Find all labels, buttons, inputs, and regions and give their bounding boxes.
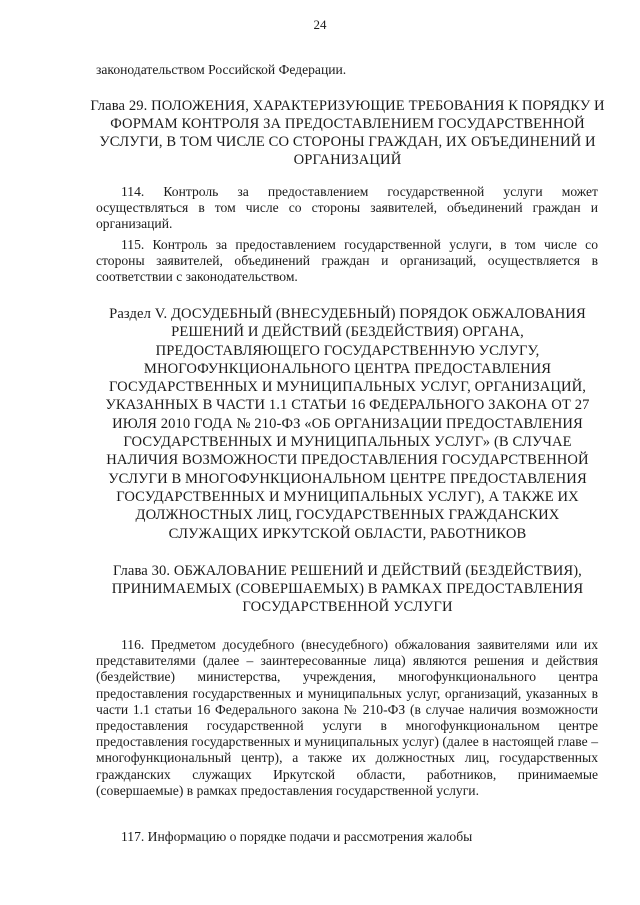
paragraph-117: 117. Информацию о порядке подачи и рассмотрения жалобы bbox=[121, 829, 473, 844]
paragraph-116: 116. Предметом досудебного (внесудебного) обжалования заявителями или их представителями (далее – заинтересованные лица) являются решения и действия (бездействие) министерства, учреждения, многофункционального центра предоставления государственных и муниципальных услуг, организаций, указанных в части 1.1 статьи 16 Федерального закона № 210-ФЗ (в случае наличия возможности предоставления государственной услуги в многофункциональном центре предоставления государственных и муниципальных услуг) (далее в настоящей главе – многофункциональный центр), а также их должностных лиц, государственных гражданских служащих Иркутской области, работников, принимаемые (совершаемые) в рамках предоставления государственной услуги. bbox=[96, 637, 598, 798]
paragraph-114: 114. Контроль за предоставлением государственной услуги может осуществляться в том числе со стороны заявителей, объединений граждан и организаций. bbox=[96, 184, 598, 232]
chapter-29-heading: Глава 29. ПОЛОЖЕНИЯ, ХАРАКТЕРИЗУЮЩИЕ ТРЕБОВАНИЯ К ПОРЯДКУ И ФОРМАМ КОНТРОЛЯ ЗА ПРЕДОСТАВЛЕНИЕМ ГОСУДАРСТВЕННОЙ УСЛУГИ, В ТОМ ЧИСЛЕ СО СТОРОНЫ ГРАЖДАН, ИХ ОБЪЕДИНЕНИЙ И ОРГАНИЗАЦИЙ bbox=[90, 98, 605, 168]
chapter-30-heading: Глава 30. ОБЖАЛОВАНИЕ РЕШЕНИЙ И ДЕЙСТВИЙ (БЕЗДЕЙСТВИЯ), ПРИНИМАЕМЫХ (СОВЕРШАЕМЫХ) В РАМКАХ ПРЕДОСТАВЛЕНИЯ ГОСУДАРСТВЕННОЙ УСЛУГИ bbox=[111, 563, 584, 615]
continuation-line: законодательством Российской Федерации. bbox=[96, 62, 347, 77]
section-5-heading: Раздел V. ДОСУДЕБНЫЙ (ВНЕСУДЕБНЫЙ) ПОРЯДОК ОБЖАЛОВАНИЯ РЕШЕНИЙ И ДЕЙСТВИЙ (БЕЗДЕЙСТВИЯ) ОРГАНА, ПРЕДОСТАВЛЯЮЩЕГО ГОСУДАРСТВЕННУЮ УСЛУГУ, МНОГОФУНКЦИОНАЛЬНОГО ЦЕНТРА ПРЕДОСТАВЛЕНИЯ ГОСУДАРСТВЕННЫХ И МУНИЦИПАЛЬНЫХ УСЛУГ, ОРГАНИЗАЦИЙ, УКАЗАННЫХ В ЧАСТИ 1.1 СТАТЬИ 16 ФЕДЕРАЛЬНОГО ЗАКОНА ОТ 27 ИЮЛЯ 2010 ГОДА № 210-ФЗ «ОБ ОРГАНИЗАЦИИ ПРЕДОСТАВЛЕНИЯ ГОСУДАРСТВЕННЫХ И МУНИЦИПАЛЬНЫХ УСЛУГ» (В СЛУЧАЕ НАЛИЧИЯ ВОЗМОЖНОСТИ ПРЕДОСТАВЛЕНИЯ ГОСУДАРСТВЕННОЙ УСЛУГИ В МНОГОФУНКЦИОНАЛЬНОМ ЦЕНТРЕ ПРЕДОСТАВЛЕНИЯ ГОСУДАРСТВЕННЫХ И МУНИЦИПАЛЬНЫХ УСЛУГ), А ТАКЖЕ ИХ ДОЛЖНОСТНЫХ ЛИЦ, ГОСУДАРСТВЕННЫХ ГРАЖДАНСКИХ СЛУЖАЩИХ ИРКУТСКОЙ ОБЛАСТИ, РАБОТНИКОВ bbox=[105, 306, 590, 542]
paragraph-115: 115. Контроль за предоставлением государственной услуги, в том числе со стороны заявителей, объединений граждан и организаций, осуществляется в соответствии с законодательством. bbox=[96, 237, 598, 285]
page-number: 24 bbox=[313, 17, 327, 32]
